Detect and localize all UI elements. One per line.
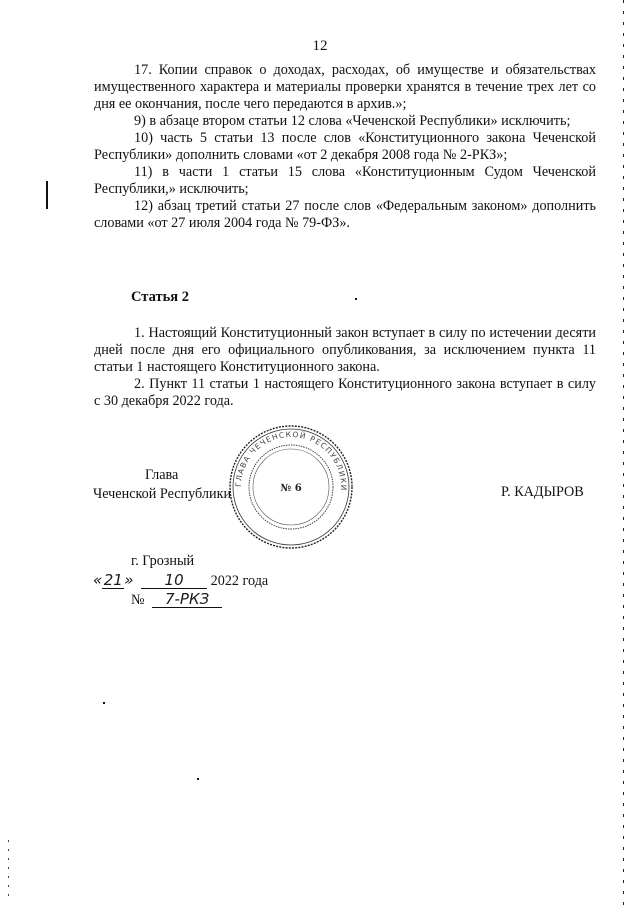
signatory-title xyxy=(93,466,231,504)
signatory-title-line2: Чеченской Республики xyxy=(93,486,232,502)
date-year: 2022 года xyxy=(210,573,269,589)
number-value: 7-РКЗ xyxy=(152,592,222,608)
signatory-title-line1: Глава xyxy=(145,467,179,483)
scan-left-edge xyxy=(8,840,9,900)
scan-speck xyxy=(103,702,105,704)
article-2-heading: Статья 2 xyxy=(131,289,189,305)
seal-ring-text: ГЛАВА ЧЕЧЕНСКОЙ РЕСПУБЛИКИ xyxy=(233,429,349,492)
seal-center-text: № 6 xyxy=(280,483,302,494)
page-number: 12 xyxy=(312,38,328,54)
date-day: 21 xyxy=(103,571,123,589)
date-close-quote: » xyxy=(124,571,134,589)
official-seal xyxy=(228,424,354,550)
scan-right-edge xyxy=(623,0,624,905)
number-prefix: № xyxy=(131,592,145,608)
margin-mark xyxy=(46,181,48,209)
signing-date xyxy=(93,571,268,590)
article-2-paragraph-1: 1. Настоящий Конституционный закон вступает в силу по истечении десяти дней после дня его официального опубликования, за исключением пункта 11 статьи 1 настоящего Конституционного закона. xyxy=(94,325,596,375)
date-open-quote: « xyxy=(93,571,103,589)
amendments-text xyxy=(94,62,596,232)
paragraph-item-12: 12) абзац третий статьи 27 после слов «Федеральным законом» дополнить словами «от 27 июля 2004 года № 79-ФЗ». xyxy=(94,198,596,231)
scan-speck xyxy=(355,298,357,300)
article-2-paragraph-2: 2. Пункт 11 статьи 1 настоящего Конституционного закона вступает в силу с 30 декабря 2022 года. xyxy=(94,376,596,409)
paragraph-item-10: 10) часть 5 статьи 13 после слов «Конституционного закона Чеченской Республики» дополнить словами «от 2 декабря 2008 года № 2-РКЗ»; xyxy=(94,130,596,163)
document-number xyxy=(131,592,222,609)
paragraph-item-11: 11) в части 1 статьи 15 слова «Конституционным Судом Чеченской Республики,» исключить; xyxy=(94,164,596,197)
date-month: 10 xyxy=(141,573,207,589)
paragraph-item-9: 9) в абзаце втором статьи 12 слова «Чеченской Республики» исключить; xyxy=(134,113,571,129)
scan-speck xyxy=(197,778,199,780)
article-2-text xyxy=(94,325,596,410)
signing-place: г. Грозный xyxy=(131,553,195,569)
signatory-name: Р. КАДЫРОВ xyxy=(501,484,584,500)
paragraph-17: 17. Копии справок о доходах, расходах, об имуществе и обязательствах имущественного характера и материалы проверки хранятся в течение трех лет со дня ее окончания, после чего передаются в архив.»; xyxy=(94,62,596,112)
